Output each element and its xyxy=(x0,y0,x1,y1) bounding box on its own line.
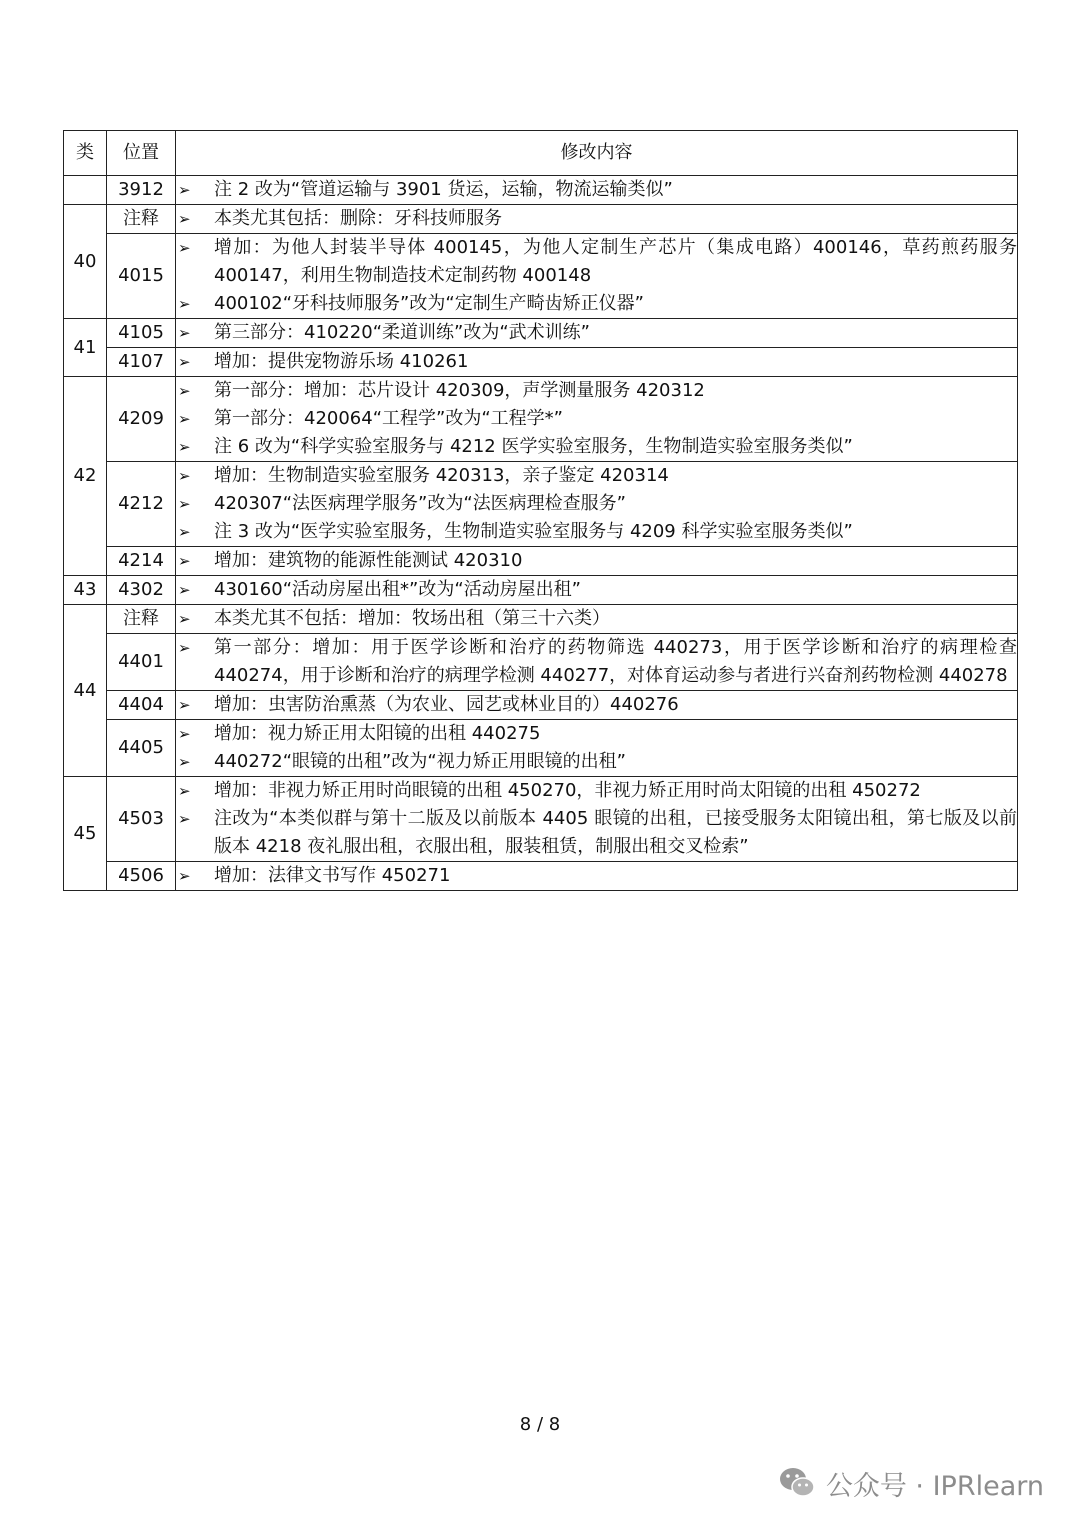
position-cell: 3912 xyxy=(107,176,176,205)
table-row xyxy=(64,605,1018,634)
position-cell: 4212 xyxy=(107,462,176,547)
change-list xyxy=(176,234,1017,318)
arrow-bullet-icon: ➢ xyxy=(178,438,191,456)
class-number-cell: 42 xyxy=(64,377,107,576)
class-number-cell: 43 xyxy=(64,576,107,605)
content-cell xyxy=(176,862,1018,891)
position-cell: 4015 xyxy=(107,234,176,319)
change-item xyxy=(176,518,1017,546)
class-number-cell: 40 xyxy=(64,205,107,319)
change-text: 第三部分：410220“柔道训练”改为“武术训练” xyxy=(214,322,591,343)
change-list xyxy=(176,862,1017,890)
table-row xyxy=(64,862,1018,891)
change-list xyxy=(176,634,1017,690)
table-row xyxy=(64,205,1018,234)
arrow-bullet-icon: ➢ xyxy=(178,495,191,513)
arrow-bullet-icon: ➢ xyxy=(178,810,191,828)
change-item xyxy=(176,691,1017,719)
table-header-row xyxy=(64,131,1018,176)
change-item xyxy=(176,605,1017,633)
arrow-bullet-icon: ➢ xyxy=(178,867,191,885)
change-list xyxy=(176,319,1017,347)
watermark-text: 公众号 · IPRlearn xyxy=(825,1470,1044,1502)
change-list xyxy=(176,547,1017,575)
change-text: 420307“法医病理学服务”改为“法医病理检查服务” xyxy=(214,493,627,514)
arrow-bullet-icon: ➢ xyxy=(178,239,191,257)
change-text: 第一部分：增加：芯片设计 420309，声学测量服务 420312 xyxy=(214,380,705,401)
change-list xyxy=(176,720,1017,776)
arrow-bullet-icon: ➢ xyxy=(178,324,191,342)
content-cell xyxy=(176,205,1018,234)
arrow-bullet-icon: ➢ xyxy=(178,410,191,428)
change-text: 增加：视力矫正用太阳镜的出租 440275 xyxy=(214,723,541,744)
change-item xyxy=(176,462,1017,490)
class-number-cell xyxy=(64,176,107,205)
arrow-bullet-icon: ➢ xyxy=(178,639,191,657)
change-text: 440272“眼镜的出租”改为“视力矫正用眼镜的出租” xyxy=(214,751,627,772)
revision-table xyxy=(63,130,1018,891)
content-cell xyxy=(176,777,1018,862)
change-item xyxy=(176,490,1017,518)
change-text: 增加：虫害防治熏蒸（为农业、园艺或林业目的）440276 xyxy=(214,694,679,715)
position-cell: 注释 xyxy=(107,605,176,634)
table-row xyxy=(64,720,1018,777)
change-list xyxy=(176,777,1017,861)
position-cell: 4405 xyxy=(107,720,176,777)
position-cell: 注释 xyxy=(107,205,176,234)
change-text: 增加：生物制造实验室服务 420313，亲子鉴定 420314 xyxy=(214,465,669,486)
change-item xyxy=(176,290,1017,318)
arrow-bullet-icon: ➢ xyxy=(178,753,191,771)
change-text: 400102“牙科技师服务”改为“定制生产畸齿矫正仪器” xyxy=(214,293,645,314)
table-row xyxy=(64,634,1018,691)
change-list xyxy=(176,605,1017,633)
position-cell: 4503 xyxy=(107,777,176,862)
change-text: 注 3 改为“医学实验室服务，生物制造实验室服务与 4209 科学实验室服务类似” xyxy=(214,521,853,542)
table-body xyxy=(64,176,1018,891)
content-cell xyxy=(176,634,1018,691)
arrow-bullet-icon: ➢ xyxy=(178,181,191,199)
position-cell: 4404 xyxy=(107,691,176,720)
position-cell: 4209 xyxy=(107,377,176,462)
header-position: 位置 xyxy=(107,131,176,176)
change-list xyxy=(176,205,1017,233)
change-item xyxy=(176,348,1017,376)
change-list xyxy=(176,377,1017,461)
arrow-bullet-icon: ➢ xyxy=(178,382,191,400)
change-item xyxy=(176,720,1017,748)
wechat-icon xyxy=(778,1465,816,1501)
change-text: 增加：为他人封装半导体 400145，为他人定制生产芯片（集成电路）400146，草药煎药服务 400147，利用生物制造技术定制药物 400148 xyxy=(214,237,1017,286)
table-row xyxy=(64,576,1018,605)
class-number-cell: 41 xyxy=(64,319,107,377)
arrow-bullet-icon: ➢ xyxy=(178,725,191,743)
change-item xyxy=(176,405,1017,433)
table-row xyxy=(64,377,1018,462)
change-text: 增加：法律文书写作 450271 xyxy=(214,865,451,886)
header-class: 类 xyxy=(64,131,107,176)
change-text: 增加：非视力矫正用时尚眼镜的出租 450270，非视力矫正用时尚太阳镜的出租 450272 xyxy=(214,780,921,801)
content-cell xyxy=(176,691,1018,720)
change-text: 注 2 改为“管道运输与 3901 货运，运输，物流运输类似” xyxy=(214,179,673,200)
change-list xyxy=(176,176,1017,204)
arrow-bullet-icon: ➢ xyxy=(178,210,191,228)
change-text: 注 6 改为“科学实验室服务与 4212 医学实验室服务，生物制造实验室服务类似” xyxy=(214,436,853,457)
change-text: 本类尤其包括：删除：牙科技师服务 xyxy=(214,208,502,229)
table-row xyxy=(64,691,1018,720)
change-text: 注改为“本类似群与第十二版及以前版本 4405 眼镜的出租，已接受服务太阳镜出租，第七版及以前版本 4218 夜礼服出租，衣服出租，服装租赁，制服出租交叉检索” xyxy=(214,808,1017,857)
content-cell xyxy=(176,348,1018,377)
table-row xyxy=(64,348,1018,377)
page-number: 8 / 8 xyxy=(519,1414,561,1435)
change-text: 本类尤其不包括：增加：牧场出租（第三十六类） xyxy=(214,608,610,629)
change-item xyxy=(176,805,1017,861)
watermark xyxy=(778,1463,1044,1503)
change-item xyxy=(176,862,1017,890)
arrow-bullet-icon: ➢ xyxy=(178,610,191,628)
arrow-bullet-icon: ➢ xyxy=(178,782,191,800)
change-list xyxy=(176,576,1017,604)
change-text: 第一部分：增加：用于医学诊断和治疗的药物筛选 440273，用于医学诊断和治疗的病理检查 440274，用于诊断和治疗的病理学检测 440277，对体育运动参与者进行兴奋剂药物检测 440278 xyxy=(214,637,1017,686)
change-text: 增加：提供宠物游乐场 410261 xyxy=(214,351,469,372)
change-text: 增加：建筑物的能源性能测试 420310 xyxy=(214,550,523,571)
table-row xyxy=(64,547,1018,576)
change-text: 第一部分：420064“工程学”改为“工程学*” xyxy=(214,408,564,429)
position-cell: 4105 xyxy=(107,319,176,348)
change-item xyxy=(176,547,1017,575)
position-cell: 4401 xyxy=(107,634,176,691)
arrow-bullet-icon: ➢ xyxy=(178,552,191,570)
table-row xyxy=(64,462,1018,547)
arrow-bullet-icon: ➢ xyxy=(178,696,191,714)
content-cell xyxy=(176,547,1018,576)
change-item xyxy=(176,748,1017,776)
content-cell xyxy=(176,319,1018,348)
change-item xyxy=(176,777,1017,805)
content-cell xyxy=(176,377,1018,462)
table-row xyxy=(64,176,1018,205)
change-item xyxy=(176,576,1017,604)
content-cell xyxy=(176,234,1018,319)
content-cell xyxy=(176,176,1018,205)
position-cell: 4107 xyxy=(107,348,176,377)
change-item xyxy=(176,377,1017,405)
change-list xyxy=(176,462,1017,546)
content-cell xyxy=(176,576,1018,605)
arrow-bullet-icon: ➢ xyxy=(178,523,191,541)
arrow-bullet-icon: ➢ xyxy=(178,295,191,313)
position-cell: 4506 xyxy=(107,862,176,891)
change-text: 430160“活动房屋出租*”改为“活动房屋出租” xyxy=(214,579,582,600)
change-item xyxy=(176,634,1017,690)
change-list xyxy=(176,691,1017,719)
change-item xyxy=(176,176,1017,204)
arrow-bullet-icon: ➢ xyxy=(178,467,191,485)
table-row xyxy=(64,777,1018,862)
class-number-cell: 45 xyxy=(64,777,107,891)
change-list xyxy=(176,348,1017,376)
change-item xyxy=(176,433,1017,461)
header-content: 修改内容 xyxy=(176,131,1018,176)
arrow-bullet-icon: ➢ xyxy=(178,581,191,599)
change-item xyxy=(176,234,1017,290)
change-item xyxy=(176,319,1017,347)
arrow-bullet-icon: ➢ xyxy=(178,353,191,371)
table-row xyxy=(64,234,1018,319)
class-number-cell: 44 xyxy=(64,605,107,777)
table-row xyxy=(64,319,1018,348)
position-cell: 4214 xyxy=(107,547,176,576)
content-cell xyxy=(176,462,1018,547)
change-item xyxy=(176,205,1017,233)
content-cell xyxy=(176,605,1018,634)
position-cell: 4302 xyxy=(107,576,176,605)
content-cell xyxy=(176,720,1018,777)
